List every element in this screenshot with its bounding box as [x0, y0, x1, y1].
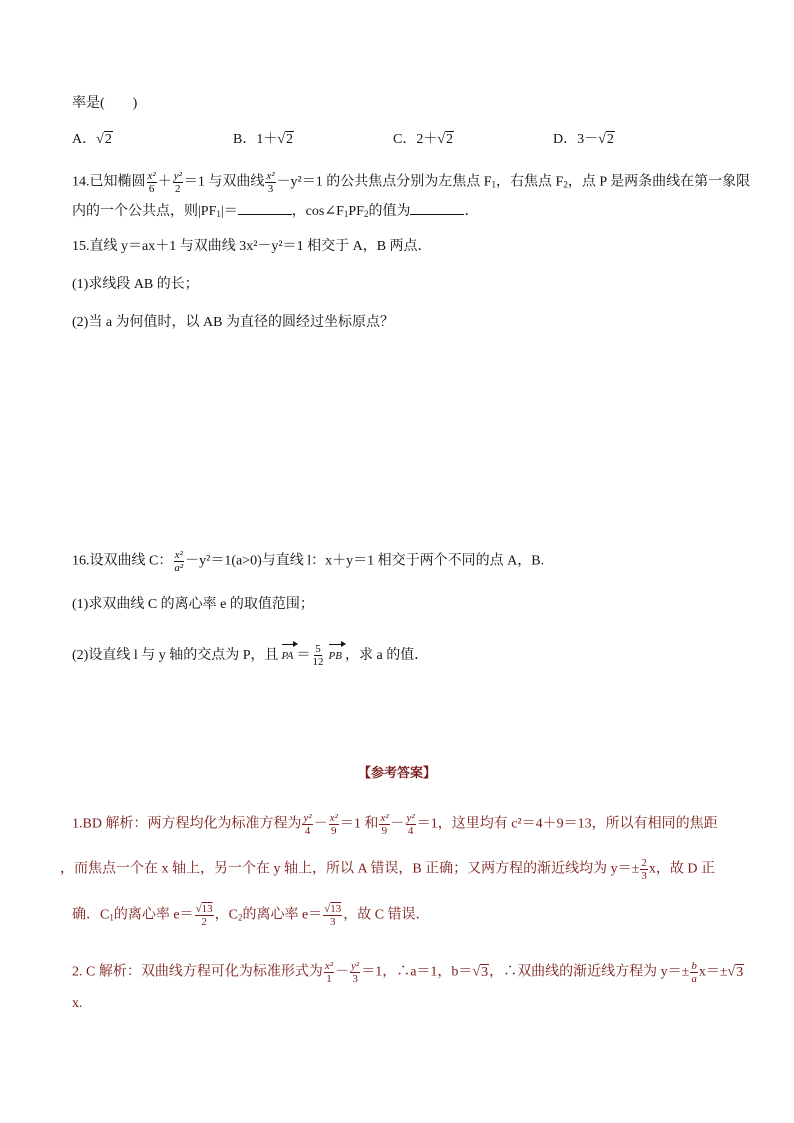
answer-1-line-2: ，而焦点一个在 x 轴上，另一个在 y 轴上，所以 A 错误，B 正确；又两方程的渐近线均为 y＝± $\frac{2}{3}$ x，故 D 正 — [60, 857, 715, 882]
answer-blank-2[interactable] — [410, 202, 464, 215]
answer-2-line-2: x. — [72, 996, 83, 1011]
answer-blank-1[interactable] — [238, 202, 292, 215]
q15-part-2: (2)当 a 为何值时，以 AB 为直径的圆经过坐标原点？ — [72, 315, 394, 330]
q16-part-2: (2)设直线 l 与 y 轴的交点为 P，且 PA ＝ $\frac{5}{12}$ PB ，求 a 的值． — [72, 643, 429, 669]
q13-tail: 率是( ) — [72, 96, 138, 111]
answers-heading: 【参考答案】 — [357, 766, 436, 781]
answer-1-line-3: 确．$C_1$的离心率 e＝ $\frac{√13}{2}$ ，$C_2$的离心率 e＝ $\frac{√13}{3}$ ，故 C 错误． — [72, 903, 430, 928]
q16-stem: 16.设双曲线 C： $\frac{\text{x²}}{\text{a²}}$ －y²＝1(a>0)与直线 l：x＋y＝1 相交于两个不同的点 A，B. — [72, 549, 545, 574]
option-d: D．3－√2 — [553, 132, 614, 147]
option-a: A．√2 — [72, 132, 112, 147]
q14-line-2: 内的一个公共点，则$|PF_1|=$ ，$\cos\angle F_1PF_2$的值为 ． — [72, 204, 479, 219]
q15-stem: 15.直线 y＝ax＋1 与双曲线 3x²－y²＝1 相交于 A，B 两点． — [72, 239, 432, 254]
answer-1-line-1: 1.BD 解析：两方程均化为标准方程为 $\frac{\text{y²}}{4}$ － $\frac{\text{x²}}{9}$ ＝1 和 $\frac{\text{x²}}{9}$ － $\frac{\text{y²}}{4}$ ＝1，这里均有 c²＝4＋9＝13，所以有相同的焦距 — [72, 812, 718, 837]
q15-part-1: (1)求线段 AB 的长； — [72, 277, 199, 292]
answer-2-line-1: 2. C 解析：双曲线方程可化为标准形式为 $\frac{\text{x²}}{1}$ － $\frac{\text{y²}}{3}$ ＝1，∴a＝1，b＝√3，∴双曲线的渐近线方程为 y＝± $\frac{b}{a}$ x＝±√3 — [72, 960, 744, 985]
q14-line-1: 14.已知椭圆 $\frac{\text{x²}}{6}$ ＋ $\frac{\text{y²}}{2}$ ＝1 与双曲线 $\frac{\text{x²}}{3}$ －y²＝1 的公共焦点分别为左焦点 $F_1$，右焦点 $F_2$，点 P 是两条曲线在第一象限 — [72, 170, 751, 195]
option-b: B．1＋√2 — [233, 132, 294, 147]
option-c: C．2＋√2 — [393, 132, 454, 147]
q16-part-1: (1)求双曲线 C 的离心率 e 的取值范围； — [72, 597, 314, 612]
